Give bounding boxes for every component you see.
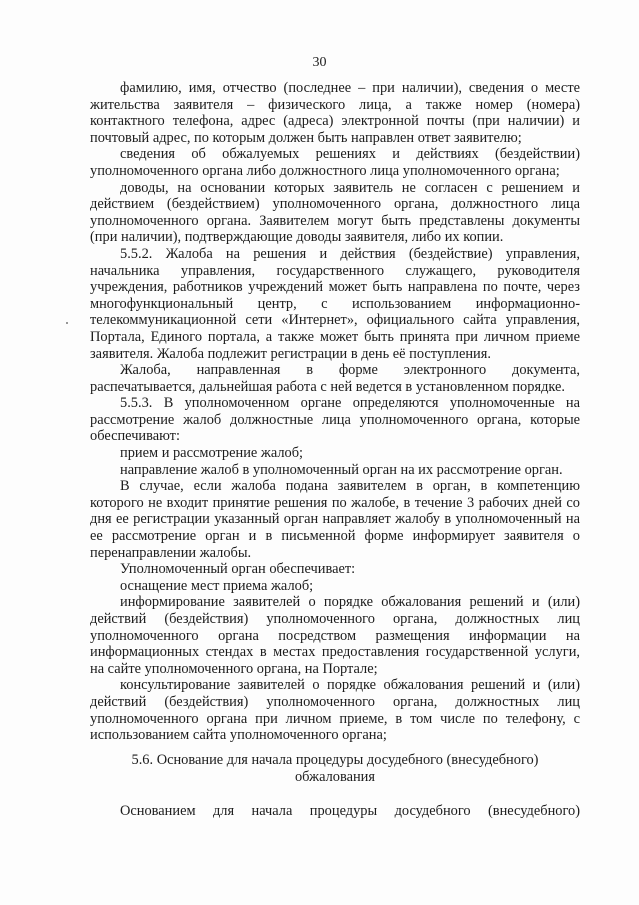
section-heading — [90, 752, 580, 786]
text-line: на сайте уполномоченного органа, на Портале; — [90, 660, 378, 677]
text-line: начальника управления, государственного служащего, руководителя — [90, 262, 580, 279]
text-line: обеспечивают: — [90, 428, 180, 445]
text-line: 5.5.2. Жалоба на решения и действия (бездействие) управления, — [120, 245, 580, 262]
text-line: информирование заявителей о порядке обжалования решений и (или) — [120, 594, 580, 611]
page-number: 30 — [312, 55, 327, 70]
text-line: использованием сайта уполномоченного органа; — [90, 727, 387, 744]
text-line: учреждения, работников учреждений может быть направлена по почте, через — [90, 279, 580, 296]
text-line: которого не входит принятие решения по жалобе, в течение 3 рабочих дней со — [90, 494, 580, 511]
text-line: Портала, Единого портала, а также может быть принята при личном приеме — [90, 328, 580, 345]
text-line: доводы, на основании которых заявитель не согласен с решением и — [120, 179, 580, 196]
section-heading-line-1: 5.6. Основание для начала процедуры досудебного (внесудебного) — [131, 752, 539, 768]
body-text — [90, 80, 580, 744]
final-paragraph-line: Основанием для начала процедуры досудебного (внесудебного) — [120, 803, 580, 819]
text-line: направление жалоб в уполномоченный орган на их рассмотрение орган. — [120, 461, 563, 478]
text-line: действием (бездействием) уполномоченного органа, должностного лица — [90, 196, 580, 213]
text-line: почтовый адрес, по которым должен быть направлен ответ заявителю; — [90, 129, 522, 146]
text-line: прием и рассмотрение жалоб; — [120, 445, 304, 462]
text-line: уполномоченного органа при личном приеме, в том числе по телефону, с — [90, 710, 580, 727]
text-line: сведения об обжалуемых решениях и действиях (бездействии) — [120, 146, 580, 163]
text-line: В случае, если жалоба подана заявителем в орган, в компетенцию — [120, 478, 580, 495]
text-line: Уполномоченный орган обеспечивает: — [120, 561, 356, 578]
text-line: информационных стендах в местах предоставления государственной услуги, — [90, 644, 580, 661]
text-line: Жалоба, направленная в форме электронного документа, — [120, 362, 580, 379]
section-heading-line-2: обжалования — [294, 769, 375, 785]
text-line: уполномоченного органа. Заявителем могут быть представлены документы — [90, 212, 580, 229]
text-line: уполномоченного органа либо должностного лица уполномоченного органа; — [90, 162, 560, 179]
text-line: оснащение мест приема жалоб; — [120, 577, 314, 594]
scan-speck — [66, 322, 68, 324]
final-paragraph — [90, 803, 580, 820]
text-line: ее рассмотрение орган и в письменной форме информирует заявителя о — [90, 528, 580, 545]
text-line: многофункциональный центр, с использованием информационно- — [90, 295, 580, 312]
text-line: рассмотрение жалоб должностные лица уполномоченного органа, которые — [90, 411, 580, 428]
text-line: фамилию, имя, отчество (последнее – при наличии), сведения о месте — [120, 80, 580, 96]
text-line: консультирование заявителей о порядке обжалования решений и (или) — [120, 677, 580, 694]
text-line: действий (бездействия) уполномоченного органа, должностных лиц — [90, 693, 580, 710]
text-line: дня ее регистрации указанный орган направляет жалобу в уполномоченный на — [90, 511, 580, 528]
text-line: действий (бездействия) уполномоченного органа, должностных лиц — [90, 611, 580, 627]
text-line: перенаправлении жалобы. — [90, 544, 252, 561]
text-line: 5.5.3. В уполномоченном органе определяются уполномоченные на — [120, 395, 580, 412]
text-line: заявителя. Жалоба подлежит регистрации в день её поступления. — [90, 345, 491, 362]
text-line: распечатывается, дальнейшая работа с ней ведется в установленном порядке. — [90, 378, 566, 395]
text-line: телекоммуникационной сети «Интернет», официального сайта управления, — [90, 312, 580, 329]
text-line: жительства заявителя – физического лица, а также номер (номера) — [90, 96, 580, 113]
text-line: контактного телефона, адрес (адреса) электронной почты (при наличии) и — [90, 113, 580, 130]
text-line: (при наличии), подтверждающие доводы заявителя, либо их копии. — [90, 229, 504, 246]
text-line: уполномоченного органа посредством размещения информации на — [90, 627, 580, 644]
